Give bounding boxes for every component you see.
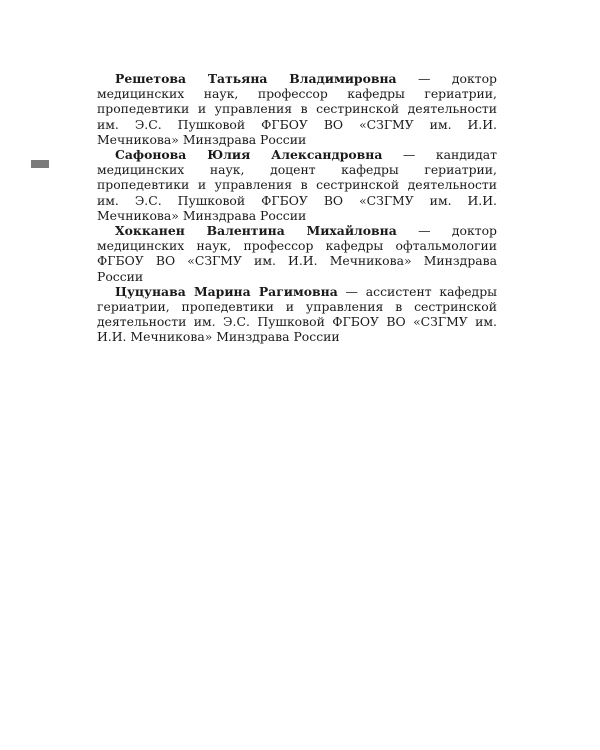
author-description: — кандидат медицинских наук, доцент кафедры гериатрии, пропедевтики и управления в сестринской деятельности им. Э.С. Пушковой ФГБОУ ВО «СЗГМУ им. И.И. Мечникова» Минздрава России bbox=[97, 147, 498, 223]
author-name: Сафонова Юлия Александровна bbox=[115, 147, 383, 163]
author-description: — ассистент кафедры гериатрии, пропедевтики и управления в сестринской деятельности им. Э.С. Пушковой ФГБОУ ВО «СЗГМУ им. И.И. Мечникова» Минздрава России bbox=[97, 283, 497, 345]
page-edge-marker bbox=[31, 160, 49, 168]
author-name: Цуцунава Марина Рагимовна bbox=[115, 283, 338, 299]
author-name: Хокканен Валентина Михайловна bbox=[115, 223, 397, 239]
author-entry bbox=[97, 147, 497, 223]
authors-list bbox=[97, 71, 497, 345]
author-name: Решетова Татьяна Владимировна bbox=[115, 71, 397, 86]
author-description: — доктор медицинских наук, профессор кафедры гериатрии, пропедевтики и управления в сестринской деятельности им. Э.С. Пушковой ФГБОУ ВО «СЗГМУ им. И.И. Мечникова» Минздрава России bbox=[97, 71, 497, 147]
author-entry bbox=[97, 223, 497, 284]
author-description: — доктор медицинских наук, профессор кафедры офтальмологии ФГБОУ ВО «СЗГМУ им. И.И. Мечникова» Минздрава России bbox=[97, 223, 497, 284]
author-entry bbox=[97, 284, 497, 345]
author-entry bbox=[97, 71, 497, 147]
